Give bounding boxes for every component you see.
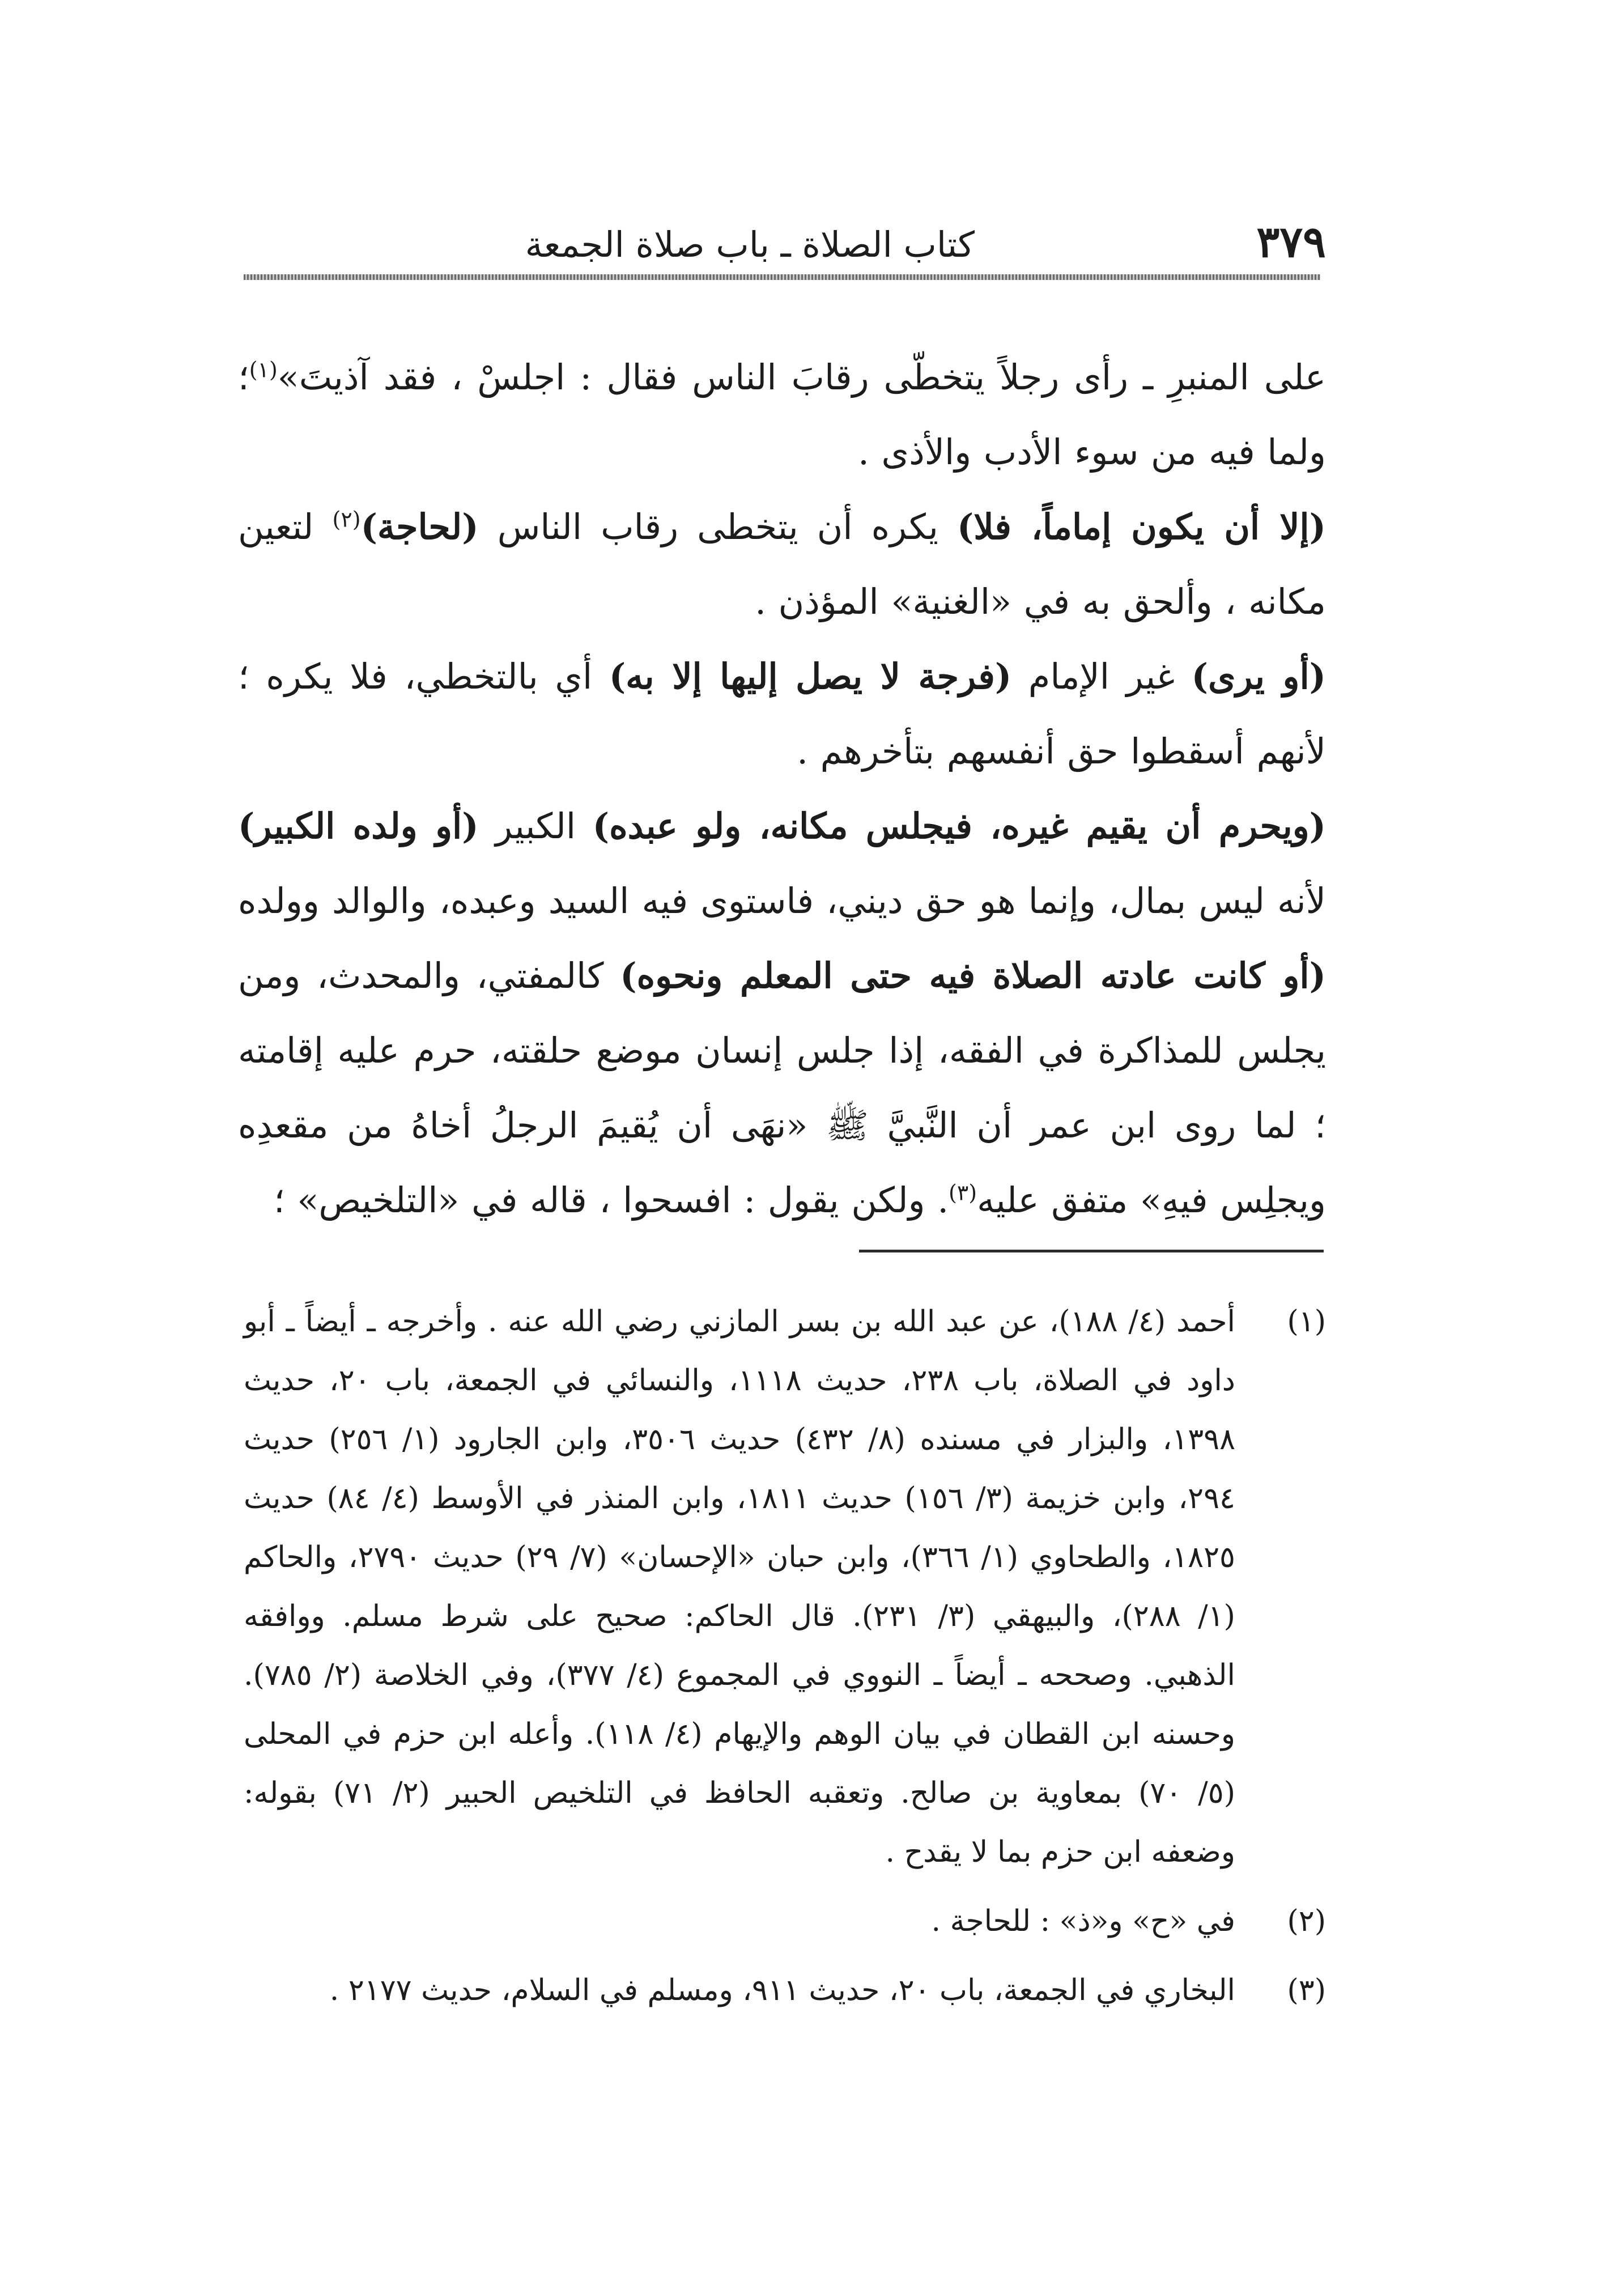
sharh-text: يكره أن يتخطى رقاب الناس [478, 506, 957, 547]
running-header [244, 211, 1326, 273]
sharh-text: الكبير [478, 805, 593, 847]
footnote [244, 1292, 1326, 1882]
footnote [244, 1892, 1326, 1951]
sharh-text: لتعين مكانه ، وألحق به في «الغنية» المؤذن . [238, 506, 1326, 622]
matn-text: (فرجة لا يصل إليها إلا به) [609, 656, 1012, 697]
matn-text: (لحاجة) [360, 506, 479, 547]
footnote-number: (١) [1287, 1305, 1326, 1339]
sharh-text: أي بالتخطي، فلا يكره ؛ لأنهم أسقطوا حق أنفسهم بتأخرهم . [238, 656, 1326, 772]
page-number: ٣٧٩ [1256, 216, 1326, 267]
footnote-divider [859, 1250, 1324, 1252]
footnote-text: البخاري في الجمعة، باب ٢٠، حديث ٩١١، ومسلم في السلام، حديث ٢١٧٧ . [329, 1973, 1235, 2007]
matn-text: (أو كانت عادته الصلاة فيه حتى المعلم ونحوه) [620, 955, 1326, 996]
header-divider [244, 274, 1320, 280]
matn-text: (أو يرى) [1191, 656, 1327, 697]
footnote-number: (٢) [1287, 1904, 1326, 1938]
body-paragraph [238, 340, 1326, 490]
body-paragraph [238, 789, 1326, 1238]
sharh-text: لأنه ليس بمال، وإنما هو حق ديني، فاستوى فيه السيد وعبده، والوالد وولده [238, 880, 1326, 922]
sharh-text: على المنبرِ ـ رأى رجلاً يتخطّى رقابَ الناس فقال : اجلسْ ، فقد آذيتَ» [277, 356, 1326, 398]
matn-text: (أو ولده الكبير) [238, 805, 479, 847]
sharh-text: . ولكن يقول : افسحوا ، قاله في «التلخيص» ؛ [274, 1179, 949, 1221]
footnote-text: أحمد (٤/ ١٨٨)، عن عبد الله بن بسر المازني رضي الله عنه . وأخرجه ـ أيضاً ـ أبو داود في الصلاة، باب ٢٣٨، حديث ١١١٨، والنسائي في الجمعة، باب ٢٠، حديث ١٣٩٨، والبزار في مسنده (٨/ ٤٣٢) حديث ٣٥٠٦، وابن الجارود (١/ ٢٥٦) حديث ٢٩٤، وابن خزيمة (٣/ ١٥٦) حديث ١٨١١، وابن المنذر في الأوسط (٤/ ٨٤) حديث ١٨٢٥، والطحاوي (١/ ٣٦٦)، وابن حبان «الإحسان» (٧/ ٢٩) حديث ٢٧٩٠، والحاكم (١/ ٢٨٨)، والبيهقي (٣/ ٢٣١). قال الحاكم: صحيح على شرط مسلم. ووافقه الذهبي. وصححه ـ أيضاً ـ النووي في المجموع (٤/ ٣٧٧)، وفي الخلاصة (٢/ ٧٨٥). وحسنه ابن القطان في بيان الوهم والإيهام (٤/ ١١٨). وأعله ابن حزم في المحلى (٥/ ٧٠) بمعاوية بن صالح. وتعقبه الحافظ في التلخيص الحبير (٢/ ٧١) بقوله: وضعفه ابن حزم بما لا يقدح . [244, 1305, 1235, 1869]
footnote [244, 1961, 1326, 2020]
body-paragraph [238, 490, 1326, 639]
sharh-text: ؛ ولما فيه من سوء الأدب والأذى . [238, 356, 1326, 473]
matn-text: (إلا أن يكون إماماً، فلا) [956, 506, 1326, 547]
sharh-text: غير الإمام [1011, 656, 1192, 697]
matn-text: (ويحرم أن يقيم غيره، فيجلس مكانه، ولو عبده) [592, 805, 1326, 847]
footnotes [244, 1292, 1326, 2030]
body-paragraph [238, 639, 1326, 789]
footnote-reference: (٢) [332, 507, 361, 532]
footnote-reference: (١) [249, 357, 278, 383]
footnote-text: في «ح» و«ذ» : للحاجة . [931, 1904, 1235, 1938]
footnote-number: (٣) [1287, 1973, 1326, 2007]
footnote-reference: (٣) [949, 1180, 977, 1205]
main-text [238, 340, 1326, 1238]
sharh-text: كالمفتي، والمحدث، ومن يجلس للمذاكرة في الفقه، إذا جلس إنسان موضع حلقته، حرم عليه إقامته ؛ لما روى ابن عمر أن النَّبيَّ ﷺ «نهَى أن يُقيمَ الرجلُ أخاهُ من مقعدِه ويجلِس فيهِ» متفق عليه [238, 955, 1326, 1221]
chapter-title: كتاب الصلاة ـ باب صلاة الجمعة [525, 224, 975, 265]
